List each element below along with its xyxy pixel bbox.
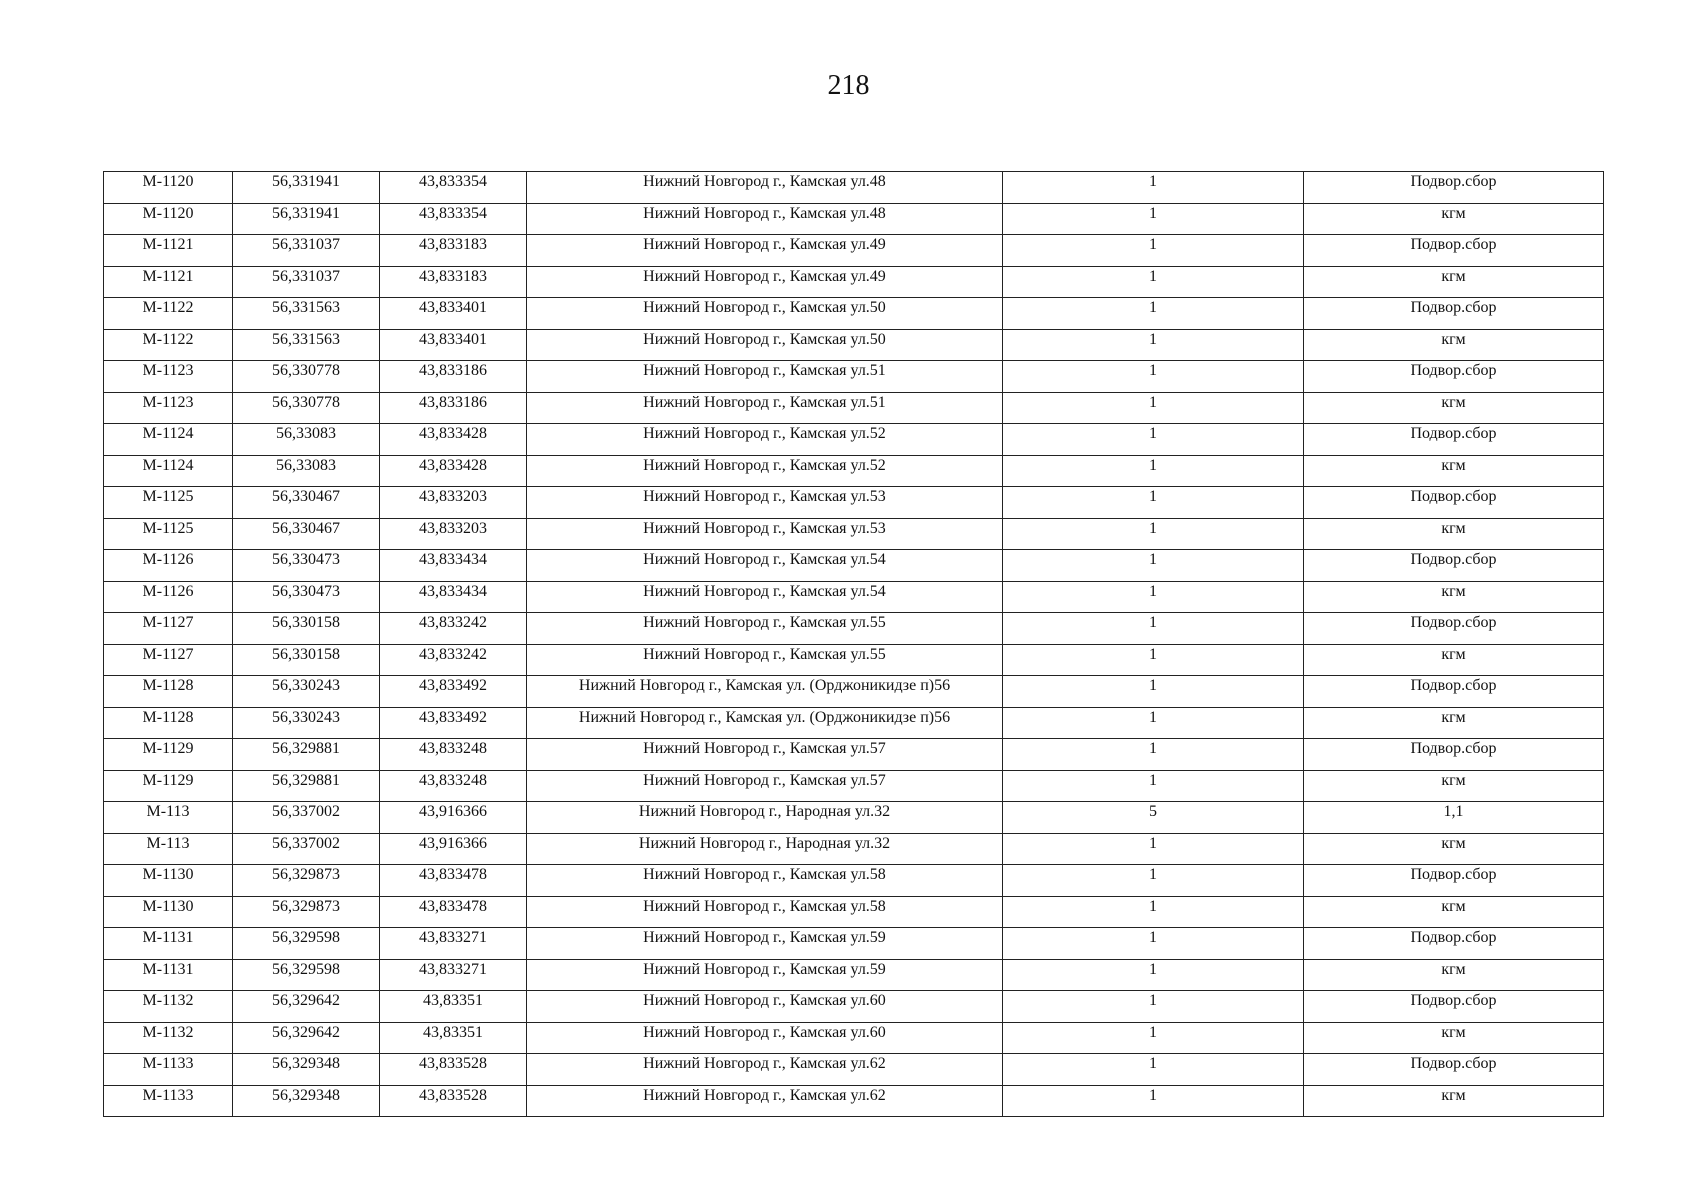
registry-table-body bbox=[104, 172, 1604, 1117]
cell-latitude: 56,330778 bbox=[233, 361, 380, 393]
table-row bbox=[104, 928, 1604, 960]
cell-address: Нижний Новгород г., Народная ул.32 bbox=[527, 802, 1003, 834]
cell-quantity: 1 bbox=[1003, 298, 1304, 330]
table-row bbox=[104, 865, 1604, 897]
cell-latitude: 56,329348 bbox=[233, 1085, 380, 1117]
cell-longitude: 43,833242 bbox=[380, 613, 527, 645]
cell-address: Нижний Новгород г., Камская ул.62 bbox=[527, 1085, 1003, 1117]
table-row bbox=[104, 1054, 1604, 1086]
cell-type: Подвор.сбор bbox=[1304, 487, 1604, 519]
cell-longitude: 43,833428 bbox=[380, 455, 527, 487]
table-row bbox=[104, 833, 1604, 865]
cell-type: Подвор.сбор bbox=[1304, 424, 1604, 456]
table-row bbox=[104, 266, 1604, 298]
cell-point-id: М-1127 bbox=[104, 644, 233, 676]
cell-type: кгм bbox=[1304, 896, 1604, 928]
cell-type: кгм bbox=[1304, 392, 1604, 424]
cell-type: Подвор.сбор bbox=[1304, 361, 1604, 393]
cell-longitude: 43,916366 bbox=[380, 833, 527, 865]
cell-longitude: 43,833248 bbox=[380, 739, 527, 771]
cell-quantity: 1 bbox=[1003, 392, 1304, 424]
cell-address: Нижний Новгород г., Камская ул.58 bbox=[527, 865, 1003, 897]
cell-latitude: 56,330778 bbox=[233, 392, 380, 424]
cell-point-id: М-1127 bbox=[104, 613, 233, 645]
cell-latitude: 56,331037 bbox=[233, 266, 380, 298]
cell-latitude: 56,330158 bbox=[233, 644, 380, 676]
cell-point-id: М-1133 bbox=[104, 1054, 233, 1086]
cell-address: Нижний Новгород г., Камская ул.60 bbox=[527, 1022, 1003, 1054]
cell-latitude: 56,331563 bbox=[233, 329, 380, 361]
cell-longitude: 43,833428 bbox=[380, 424, 527, 456]
cell-address: Нижний Новгород г., Камская ул. (Орджоникидзе п)56 bbox=[527, 707, 1003, 739]
cell-longitude: 43,833186 bbox=[380, 392, 527, 424]
cell-type: Подвор.сбор bbox=[1304, 550, 1604, 582]
cell-longitude: 43,833248 bbox=[380, 770, 527, 802]
cell-address: Нижний Новгород г., Камская ул.59 bbox=[527, 959, 1003, 991]
cell-latitude: 56,33083 bbox=[233, 424, 380, 456]
cell-latitude: 56,329348 bbox=[233, 1054, 380, 1086]
cell-point-id: М-1123 bbox=[104, 392, 233, 424]
cell-latitude: 56,330467 bbox=[233, 518, 380, 550]
cell-latitude: 56,331563 bbox=[233, 298, 380, 330]
cell-longitude: 43,83351 bbox=[380, 991, 527, 1023]
cell-quantity: 1 bbox=[1003, 455, 1304, 487]
table-row bbox=[104, 329, 1604, 361]
cell-address: Нижний Новгород г., Камская ул.52 bbox=[527, 455, 1003, 487]
cell-longitude: 43,833401 bbox=[380, 329, 527, 361]
cell-quantity: 1 bbox=[1003, 1085, 1304, 1117]
cell-quantity: 1 bbox=[1003, 172, 1304, 204]
cell-type: Подвор.сбор bbox=[1304, 739, 1604, 771]
cell-latitude: 56,330243 bbox=[233, 676, 380, 708]
cell-address: Нижний Новгород г., Камская ул.58 bbox=[527, 896, 1003, 928]
cell-quantity: 1 bbox=[1003, 329, 1304, 361]
cell-latitude: 56,331941 bbox=[233, 172, 380, 204]
cell-point-id: М-1131 bbox=[104, 959, 233, 991]
cell-address: Нижний Новгород г., Камская ул.50 bbox=[527, 329, 1003, 361]
cell-address: Нижний Новгород г., Камская ул.59 bbox=[527, 928, 1003, 960]
cell-longitude: 43,833478 bbox=[380, 865, 527, 897]
cell-latitude: 56,329873 bbox=[233, 896, 380, 928]
cell-type: кгм bbox=[1304, 644, 1604, 676]
page-number: 218 bbox=[827, 70, 870, 101]
cell-latitude: 56,337002 bbox=[233, 802, 380, 834]
cell-latitude: 56,329873 bbox=[233, 865, 380, 897]
cell-quantity: 1 bbox=[1003, 676, 1304, 708]
cell-quantity: 1 bbox=[1003, 581, 1304, 613]
cell-longitude: 43,833242 bbox=[380, 644, 527, 676]
cell-address: Нижний Новгород г., Камская ул.48 bbox=[527, 203, 1003, 235]
cell-quantity: 1 bbox=[1003, 424, 1304, 456]
cell-type: кгм bbox=[1304, 959, 1604, 991]
cell-type: кгм bbox=[1304, 203, 1604, 235]
table-row bbox=[104, 707, 1604, 739]
cell-latitude: 56,33083 bbox=[233, 455, 380, 487]
cell-type: кгм bbox=[1304, 833, 1604, 865]
cell-latitude: 56,331037 bbox=[233, 235, 380, 267]
cell-type: Подвор.сбор bbox=[1304, 1054, 1604, 1086]
cell-longitude: 43,833528 bbox=[380, 1054, 527, 1086]
cell-type: Подвор.сбор bbox=[1304, 172, 1604, 204]
cell-latitude: 56,337002 bbox=[233, 833, 380, 865]
cell-point-id: М-1129 bbox=[104, 739, 233, 771]
cell-quantity: 1 bbox=[1003, 770, 1304, 802]
cell-address: Нижний Новгород г., Камская ул.55 bbox=[527, 613, 1003, 645]
cell-quantity: 1 bbox=[1003, 833, 1304, 865]
cell-point-id: М-1120 bbox=[104, 172, 233, 204]
table-row bbox=[104, 455, 1604, 487]
cell-type: Подвор.сбор bbox=[1304, 865, 1604, 897]
cell-latitude: 56,330467 bbox=[233, 487, 380, 519]
cell-address: Нижний Новгород г., Камская ул.51 bbox=[527, 361, 1003, 393]
cell-longitude: 43,833183 bbox=[380, 266, 527, 298]
cell-latitude: 56,329881 bbox=[233, 739, 380, 771]
cell-point-id: М-1122 bbox=[104, 298, 233, 330]
cell-address: Нижний Новгород г., Камская ул.57 bbox=[527, 770, 1003, 802]
cell-quantity: 5 bbox=[1003, 802, 1304, 834]
cell-point-id: М-113 bbox=[104, 833, 233, 865]
cell-latitude: 56,329881 bbox=[233, 770, 380, 802]
cell-longitude: 43,833203 bbox=[380, 518, 527, 550]
cell-quantity: 1 bbox=[1003, 487, 1304, 519]
cell-type: Подвор.сбор bbox=[1304, 991, 1604, 1023]
cell-longitude: 43,833401 bbox=[380, 298, 527, 330]
table-row bbox=[104, 203, 1604, 235]
cell-address: Нижний Новгород г., Камская ул.60 bbox=[527, 991, 1003, 1023]
cell-point-id: М-1130 bbox=[104, 865, 233, 897]
table-row bbox=[104, 550, 1604, 582]
cell-point-id: М-1125 bbox=[104, 518, 233, 550]
table-row bbox=[104, 1022, 1604, 1054]
cell-point-id: М-1126 bbox=[104, 550, 233, 582]
cell-point-id: М-1133 bbox=[104, 1085, 233, 1117]
table-row bbox=[104, 896, 1604, 928]
cell-type: 1,1 bbox=[1304, 802, 1604, 834]
cell-longitude: 43,833478 bbox=[380, 896, 527, 928]
cell-point-id: М-1121 bbox=[104, 266, 233, 298]
cell-latitude: 56,329598 bbox=[233, 928, 380, 960]
cell-latitude: 56,330473 bbox=[233, 581, 380, 613]
cell-longitude: 43,833434 bbox=[380, 581, 527, 613]
cell-point-id: М-1129 bbox=[104, 770, 233, 802]
cell-latitude: 56,330158 bbox=[233, 613, 380, 645]
cell-point-id: М-1124 bbox=[104, 424, 233, 456]
cell-address: Нижний Новгород г., Камская ул.51 bbox=[527, 392, 1003, 424]
cell-type: Подвор.сбор bbox=[1304, 928, 1604, 960]
cell-longitude: 43,833271 bbox=[380, 959, 527, 991]
table-row bbox=[104, 172, 1604, 204]
table-row bbox=[104, 644, 1604, 676]
cell-point-id: М-1130 bbox=[104, 896, 233, 928]
cell-longitude: 43,833354 bbox=[380, 203, 527, 235]
cell-quantity: 1 bbox=[1003, 707, 1304, 739]
table-row bbox=[104, 424, 1604, 456]
table-row bbox=[104, 518, 1604, 550]
cell-latitude: 56,330473 bbox=[233, 550, 380, 582]
table-row bbox=[104, 802, 1604, 834]
cell-point-id: М-1132 bbox=[104, 1022, 233, 1054]
cell-longitude: 43,833271 bbox=[380, 928, 527, 960]
cell-quantity: 1 bbox=[1003, 739, 1304, 771]
cell-address: Нижний Новгород г., Камская ул.49 bbox=[527, 235, 1003, 267]
cell-type: кгм bbox=[1304, 1022, 1604, 1054]
cell-address: Нижний Новгород г., Камская ул.53 bbox=[527, 487, 1003, 519]
table-row bbox=[104, 770, 1604, 802]
cell-type: кгм bbox=[1304, 581, 1604, 613]
cell-latitude: 56,329642 bbox=[233, 1022, 380, 1054]
table-row bbox=[104, 581, 1604, 613]
cell-quantity: 1 bbox=[1003, 644, 1304, 676]
cell-point-id: М-1124 bbox=[104, 455, 233, 487]
table-row bbox=[104, 676, 1604, 708]
cell-type: Подвор.сбор bbox=[1304, 235, 1604, 267]
cell-type: кгм bbox=[1304, 707, 1604, 739]
cell-latitude: 56,329598 bbox=[233, 959, 380, 991]
table-row bbox=[104, 487, 1604, 519]
cell-quantity: 1 bbox=[1003, 959, 1304, 991]
cell-address: Нижний Новгород г., Камская ул.54 bbox=[527, 581, 1003, 613]
cell-type: кгм bbox=[1304, 518, 1604, 550]
table-row bbox=[104, 298, 1604, 330]
cell-point-id: М-1121 bbox=[104, 235, 233, 267]
registry-table bbox=[103, 171, 1604, 1117]
cell-address: Нижний Новгород г., Камская ул.62 bbox=[527, 1054, 1003, 1086]
cell-longitude: 43,833183 bbox=[380, 235, 527, 267]
cell-point-id: М-113 bbox=[104, 802, 233, 834]
cell-type: кгм bbox=[1304, 455, 1604, 487]
table-row bbox=[104, 235, 1604, 267]
cell-quantity: 1 bbox=[1003, 518, 1304, 550]
cell-point-id: М-1131 bbox=[104, 928, 233, 960]
table-row bbox=[104, 959, 1604, 991]
cell-longitude: 43,916366 bbox=[380, 802, 527, 834]
cell-longitude: 43,833434 bbox=[380, 550, 527, 582]
cell-quantity: 1 bbox=[1003, 1054, 1304, 1086]
cell-quantity: 1 bbox=[1003, 203, 1304, 235]
cell-address: Нижний Новгород г., Камская ул.50 bbox=[527, 298, 1003, 330]
cell-point-id: М-1128 bbox=[104, 707, 233, 739]
cell-longitude: 43,833203 bbox=[380, 487, 527, 519]
cell-latitude: 56,330243 bbox=[233, 707, 380, 739]
cell-point-id: М-1123 bbox=[104, 361, 233, 393]
cell-quantity: 1 bbox=[1003, 896, 1304, 928]
cell-quantity: 1 bbox=[1003, 361, 1304, 393]
cell-type: Подвор.сбор bbox=[1304, 613, 1604, 645]
table-row bbox=[104, 739, 1604, 771]
cell-point-id: М-1122 bbox=[104, 329, 233, 361]
table-row bbox=[104, 361, 1604, 393]
cell-address: Нижний Новгород г., Камская ул.54 bbox=[527, 550, 1003, 582]
table-row bbox=[104, 613, 1604, 645]
cell-quantity: 1 bbox=[1003, 266, 1304, 298]
cell-address: Нижний Новгород г., Камская ул. (Орджоникидзе п)56 bbox=[527, 676, 1003, 708]
cell-type: Подвор.сбор bbox=[1304, 298, 1604, 330]
cell-type: кгм bbox=[1304, 1085, 1604, 1117]
cell-address: Нижний Новгород г., Народная ул.32 bbox=[527, 833, 1003, 865]
cell-quantity: 1 bbox=[1003, 928, 1304, 960]
cell-address: Нижний Новгород г., Камская ул.55 bbox=[527, 644, 1003, 676]
cell-type: кгм bbox=[1304, 266, 1604, 298]
cell-quantity: 1 bbox=[1003, 1022, 1304, 1054]
cell-longitude: 43,833528 bbox=[380, 1085, 527, 1117]
cell-address: Нижний Новгород г., Камская ул.49 bbox=[527, 266, 1003, 298]
cell-quantity: 1 bbox=[1003, 991, 1304, 1023]
cell-quantity: 1 bbox=[1003, 613, 1304, 645]
table-row bbox=[104, 1085, 1604, 1117]
cell-type: кгм bbox=[1304, 770, 1604, 802]
cell-address: Нижний Новгород г., Камская ул.52 bbox=[527, 424, 1003, 456]
cell-longitude: 43,833354 bbox=[380, 172, 527, 204]
cell-quantity: 1 bbox=[1003, 550, 1304, 582]
table-row bbox=[104, 392, 1604, 424]
cell-quantity: 1 bbox=[1003, 235, 1304, 267]
cell-type: Подвор.сбор bbox=[1304, 676, 1604, 708]
cell-longitude: 43,833186 bbox=[380, 361, 527, 393]
cell-address: Нижний Новгород г., Камская ул.53 bbox=[527, 518, 1003, 550]
cell-point-id: М-1128 bbox=[104, 676, 233, 708]
cell-address: Нижний Новгород г., Камская ул.57 bbox=[527, 739, 1003, 771]
cell-address: Нижний Новгород г., Камская ул.48 bbox=[527, 172, 1003, 204]
cell-point-id: М-1132 bbox=[104, 991, 233, 1023]
cell-longitude: 43,833492 bbox=[380, 707, 527, 739]
cell-latitude: 56,329642 bbox=[233, 991, 380, 1023]
cell-point-id: М-1125 bbox=[104, 487, 233, 519]
cell-longitude: 43,83351 bbox=[380, 1022, 527, 1054]
cell-type: кгм bbox=[1304, 329, 1604, 361]
cell-quantity: 1 bbox=[1003, 865, 1304, 897]
cell-point-id: М-1120 bbox=[104, 203, 233, 235]
cell-longitude: 43,833492 bbox=[380, 676, 527, 708]
table-row bbox=[104, 991, 1604, 1023]
cell-point-id: М-1126 bbox=[104, 581, 233, 613]
cell-latitude: 56,331941 bbox=[233, 203, 380, 235]
